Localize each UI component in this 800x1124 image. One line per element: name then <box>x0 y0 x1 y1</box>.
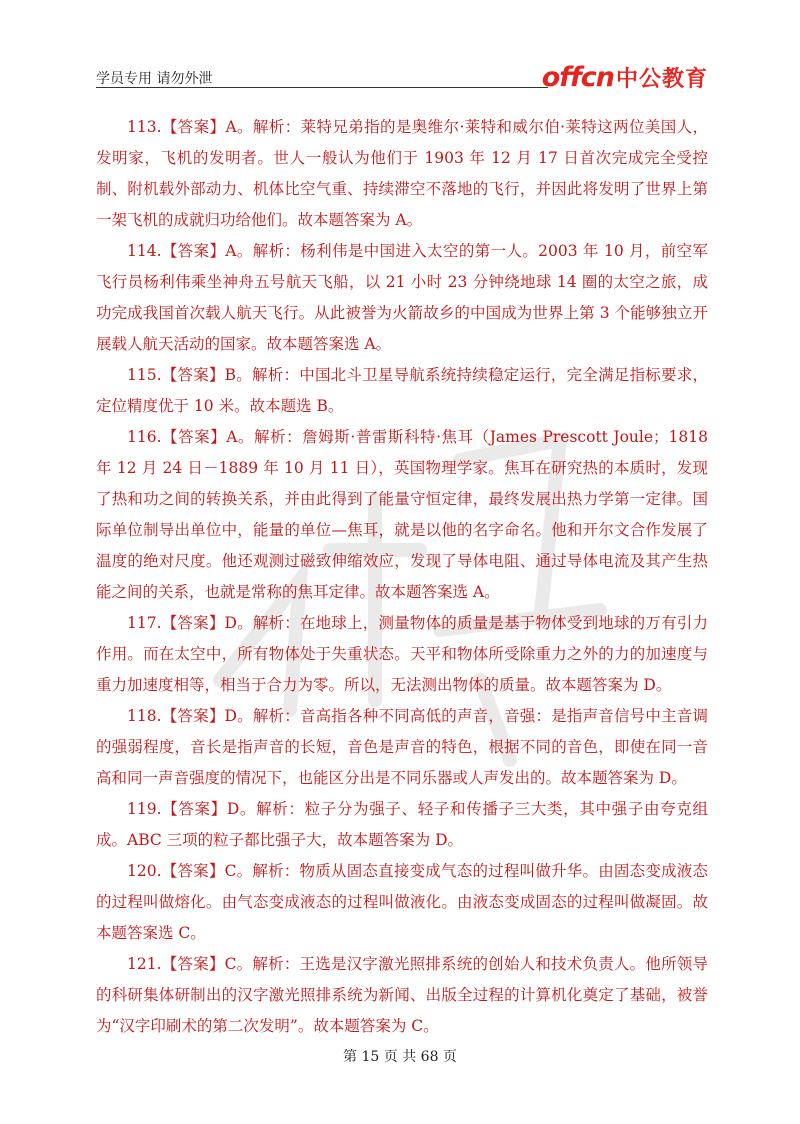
header-rule <box>96 87 548 88</box>
answer-116: 116.【答案】A。解析：詹姆斯·普雷斯科特·焦耳（James Prescott Joule；1818 年 12 月 24 日－1889 年 10 月 11 日），英国物理学家。焦耳在研究热的本质时，发现了热和功之间的转换关系，并由此得到了能量守恒定律，最终发展出热力学第一定律。国际单位制导出单位中，能量的单位—焦耳，就是以他的名字命名。他和开尔文合作发展了温度的绝对尺度。他还观测过磁致伸缩效应，发现了导体电阻、通过导体电流及其产生热能之间的关系，也就是常称的焦耳定律。故本题答案选 A。 <box>96 428 708 601</box>
answer-119: 119.【答案】D。解析：粒子分为强子、轻子和传播子三大类，其中强子由夸克组成。ABC 三项的粒子都比强子大，故本题答案为 D。 <box>96 800 708 849</box>
answer-content <box>96 112 708 1042</box>
logo-cn-text: 中公教育 <box>615 66 708 92</box>
answer-121: 121.【答案】C。解析：王选是汉字激光照排系统的创始人和技术负责人。他所领导的科研集体研制出的汉字激光照排系统为新闻、出版全过程的计算机化奠定了基础，被誉为“汉字印刷术的第二次发明”。故本题答案为 C。 <box>96 955 708 1035</box>
page-footer: 第 15 页 共 68 页 <box>343 1049 457 1065</box>
answer-113: 113.【答案】A。解析：莱特兄弟指的是奥维尔·莱特和威尔伯·莱特这两位美国人，发明家，飞机的发明者。世人一般认为他们于 1903 年 12 月 17 日首次完成完全受控制、附机载外部动力、机体比空气重、持续滞空不落地的飞行，并因此将发明了世界上第一架飞机的成就归功给他们。故本题答案为 A。 <box>96 118 708 229</box>
page-header <box>96 62 708 94</box>
answer-120: 120.【答案】C。解析：物质从固态直接变成气态的过程叫做升华。由固态变成液态的过程叫做熔化。由气态变成液态的过程叫做液化。由液态变成固态的过程叫做凝固。故本题答案选 C。 <box>96 862 708 942</box>
logo-latin-text: offcn <box>541 61 614 93</box>
header-label: 学员专用 请勿外泄 <box>96 71 213 87</box>
answer-117: 117.【答案】D。解析：在地球上，测量物体的质量是基于物体受到地球的万有引力作用。而在太空中，所有物体处于失重状态。天平和物体所受除重力之外的力的加速度与重力加速度相等，相当于合力为零。所以，无法测出物体的质量。故本题答案为 D。 <box>96 614 708 694</box>
offcn-logo <box>542 60 708 94</box>
answer-118: 118.【答案】D。解析：音高指各种不同高低的声音，音强：是指声音信号中主音调的强弱程度，音长是指声音的长短，音色是声音的特色，根据不同的音色，即使在同一音高和同一声音强度的情况下，也能区分出是不同乐器或人声发出的。故本题答案为 D。 <box>96 707 708 787</box>
answer-114: 114.【答案】A。解析：杨利伟是中国进入太空的第一人。2003 年 10 月，前空军飞行员杨利伟乘坐神舟五号航天飞船，以 21 小时 23 分钟绕地球 14 圈的太空之旅，成功完成我国首次载人航天飞行。从此被誉为火箭故乡的中国成为世界上第 3 个能够独立开展载人航天活动的国家。故本题答案选 A。 <box>96 242 708 353</box>
answer-115: 115.【答案】B。解析：中国北斗卫星导航系统持续稳定运行，完全满足指标要求，定位精度优于 10 米。故本题选 B。 <box>96 366 708 415</box>
